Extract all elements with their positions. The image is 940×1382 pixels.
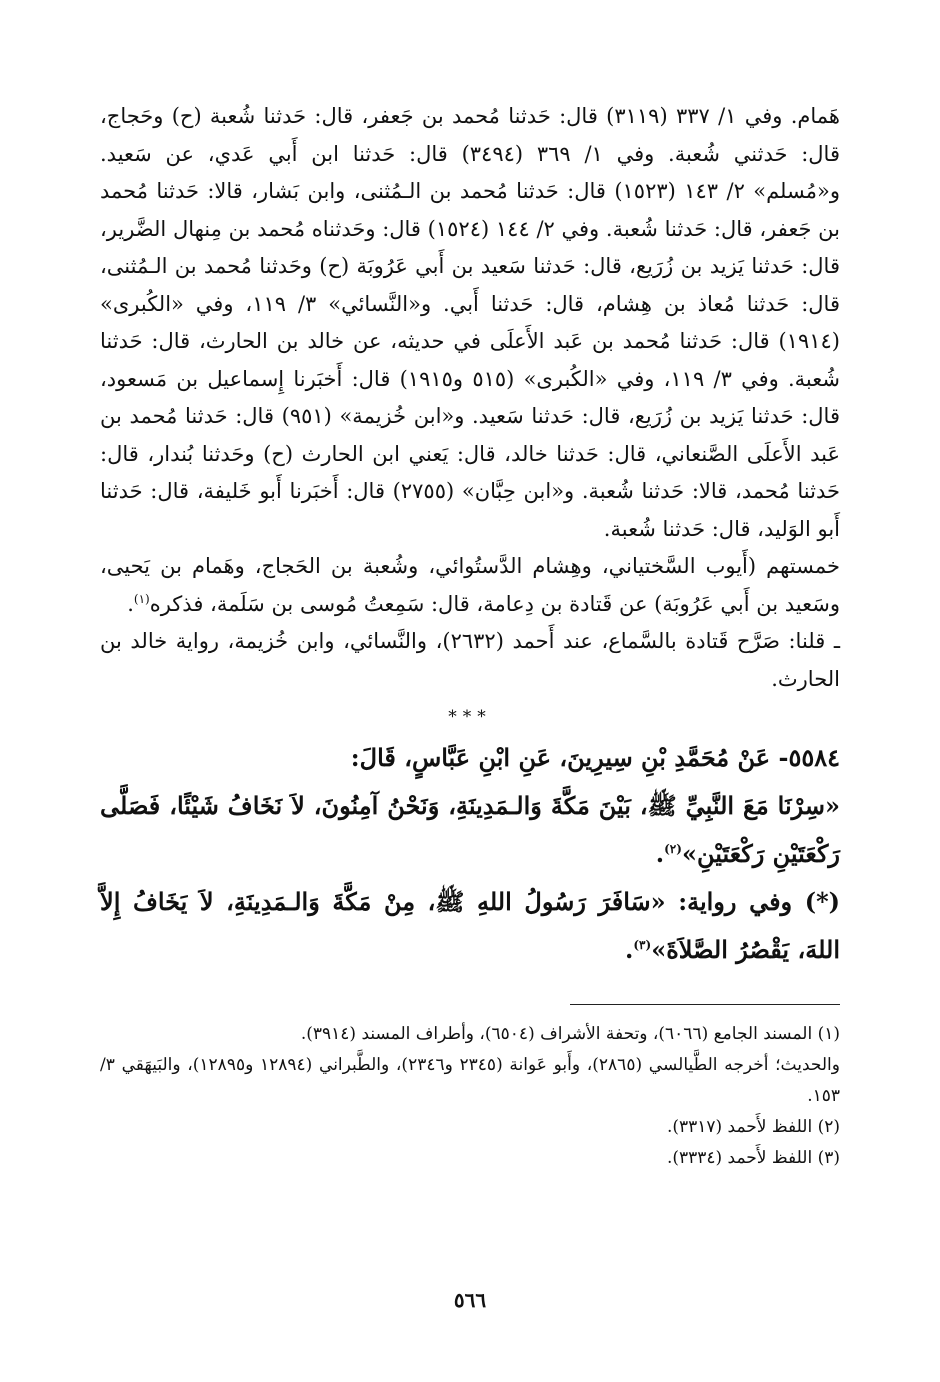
footnote-rule [570, 1004, 840, 1005]
footnotes [100, 1019, 840, 1174]
summary-text: خمستهم (أَيوب السَّختياني، وهِشام الدَّستُوائي، وشُعبة بن الحَجاج، وهَمام بن يَحيى، وسَعيد بن أَبي عَرُوبَة) عن قَتادة بن دِعامة، قال: سَمِعتُ مُوسى بن سَلَمة، فذكره [100, 554, 840, 616]
hadith-block [100, 734, 840, 974]
comment-paragraph: ـ قلنا: صَرَّح قَتادة بالسَّماع، عند أَحمد (٢٦٣٢)، والنَّسائي، وابن خُزيمة، رواية خالد بن الحارث. [100, 629, 840, 691]
main-text [100, 98, 840, 698]
footnote-ref-2[interactable]: (٢) [664, 842, 682, 856]
footnote-ref-1[interactable]: (١) [133, 591, 150, 606]
footnote-1: (١) المسند الجامع (٦٠٦٦)، وتحفة الأشراف (٦٥٠٤)، وأطراف المسند (٣٩١٤). [300, 1024, 840, 1044]
hadith-heading: ٥٥٨٤- عَنْ مُحَمَّدِ بْنِ سِيرِينَ، عَنِ ابْنِ عَبَّاسٍ، قَالَ: [350, 743, 840, 772]
isnad-paragraph: هَمام. وفي ١/ ٣٣٧ (٣١١٩) قال: حَدثنا مُحمد بن جَعفر، قال: حَدثنا شُعبة (ح) وحَجاج، قال: حَدثني شُعبة. وفي ١/ ٣٦٩ (٣٤٩٤) قال: حَدثنا ابن أَبي عَدي، عن سَعيد. و«مُسلم» ٢/ ١٤٣ (١٥٢٣) قال: حَدثنا مُحمد بن الـمُثنى، وابن بَشار، قالا: حَدثنا مُحمد بن جَعفر، قال: حَدثنا شُعبة. وفي ٢/ ١٤٤ (١٥٢٤) قال: وحَدثناه مُحمد بن مِنهال الضَّرير، قال: حَدثنا يَزيد بن زُرَيع، قال: حَدثنا سَعيد بن أَبي عَرُوبَة (ح) وحَدثنا مُحمد بن الـمُثنى، قال: حَدثنا مُعاذ بن هِشام، قال: حَدثنا أَبي. و«النَّسائي» ٣/ ١١٩، وفي «الكُبرى» (١٩١٤) قال: حَدثنا مُحمد بن عَبد الأَعلَى في حديثه، عن خالد بن الحارث، قال: حَدثنا شُعبة. وفي ٣/ ١١٩، وفي «الكُبرى» (٥١٥ و١٩١٥) قال: أَخبَرنا إِسماعيل بن مَسعود، قال: حَدثنا يَزيد بن زُرَيع، قال: حَدثنا سَعيد. و«ابن خُزيمة» (٩٥١) قال: حَدثنا مُحمد بن عَبد الأَعلَى الصَّنعاني، قال: حَدثنا خالد، قال: يَعني ابن الحارث (ح) وحَدثنا بُندار، قال: حَدثنا مُحمد، قالا: حَدثنا شُعبة. و«ابن حِبَّان» (٢٧٥٥) قال: أَخبَرنا أَبو خَليفة، قال: حَدثنا أَبو الوَليد، قال: حَدثنا شُعبة. [100, 104, 840, 541]
footnote-1-continued: والحديث؛ أخرجه الطَّيالسي (٢٨٦٥)، وأَبو عَوانة (٢٣٤٥ و٢٣٤٦)، والطَّبراني (١٢٨٩٤ و١٢٨٩٥)، والبَيهَقي ٣/ ١٥٣. [100, 1055, 840, 1106]
footnote-2: (٢) اللفظ لأَحمد (٣٣١٧). [666, 1117, 840, 1137]
footnote-3: (٣) اللفظ لأَحمد (٣٣٣٤). [666, 1148, 840, 1168]
footnote-ref-3[interactable]: (٣) [633, 938, 652, 952]
hadith-variant: (*) وفي رواية: «سَافَرَ رَسُولُ اللهِ ﷺ، مِنْ مَكَّةَ وَالـمَدِينَةِ، لاَ يَخَافُ إِلاَّ اللهَ، يَقْصُرُ الصَّلاَةَ»$^{(٣)}$. [100, 887, 840, 964]
summary-paragraph: خمستهم (أَيوب السَّختياني، وهِشام الدَّستُوائي، وشُعبة بن الحَجاج، وهَمام بن يَحيى، وسَعيد بن أَبي عَرُوبَة) عن قَتادة بن دِعامة، قال: سَمِعتُ مُوسى بن سَلَمة، فذكره$^{(١)}$. [100, 554, 840, 616]
hadith-text: «سِرْنَا مَعَ النَّبِيِّ ﷺ، بَيْنَ مَكَّةَ وَالـمَدِينَةِ، وَنَحْنُ آمِنُونَ، لاَ نَخَافُ شَيْئًا، فَصَلَّى رَكْعَتَيْنِ رَكْعَتَيْنِ»$^{(٢)}$. [100, 791, 840, 868]
hadith-matn: «سِرْنَا مَعَ النَّبِيِّ ﷺ، بَيْنَ مَكَّةَ وَالـمَدِينَةِ، وَنَحْنُ آمِنُونَ، لاَ نَخَافُ شَيْئًا، فَصَلَّى رَكْعَتَيْنِ رَكْعَتَيْنِ» [100, 791, 840, 868]
section-separator: *** [448, 707, 492, 727]
variant-text: (*) وفي رواية: «سَافَرَ رَسُولُ اللهِ ﷺ، مِنْ مَكَّةَ وَالـمَدِينَةِ، لاَ يَخَافُ إِلاَّ اللهَ، يَقْصُرُ الصَّلاَةَ» [100, 887, 840, 964]
page-number: ٥٦٦ [453, 1288, 487, 1312]
